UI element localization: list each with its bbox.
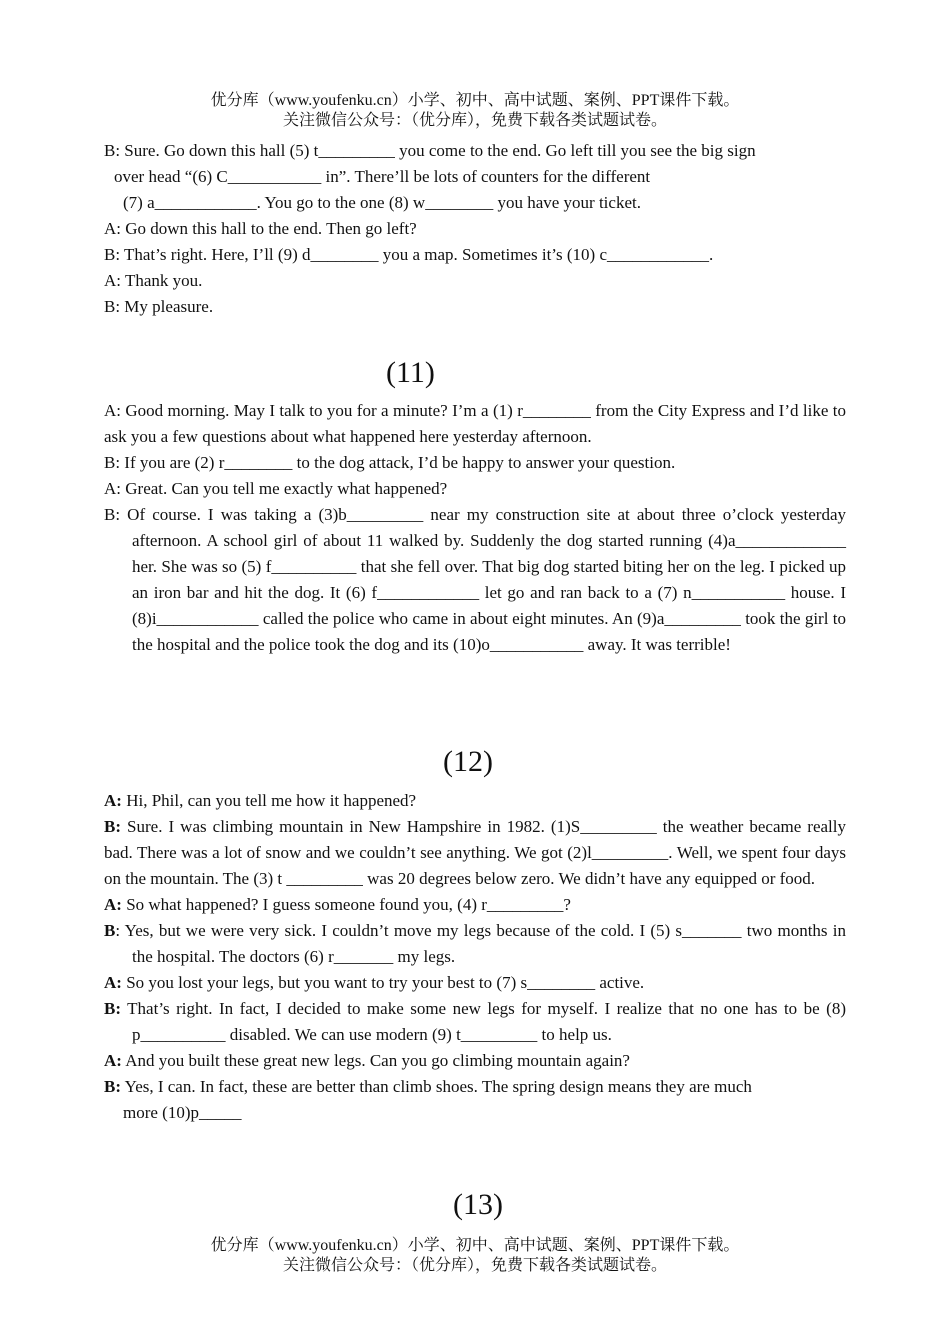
section-10-dialogue [104, 138, 846, 320]
dialogue-line [104, 892, 846, 918]
footer-line-1: 优分库（www.youfenku.cn）小学、初中、高中试题、案例、PPT课件下载。 [210, 1237, 740, 1254]
header-line-2: 关注微信公众号：（优分库），免费下载各类试题试卷。 [282, 112, 667, 129]
dialogue-line [104, 918, 846, 970]
section-12-dialogue [104, 788, 846, 1126]
speaker-label: B: [104, 817, 121, 836]
dialogue-line: (7) a____________. You go to the one (8) w________ you have your ticket. [123, 193, 641, 212]
page-header [0, 91, 950, 131]
dialogue-line [104, 970, 846, 996]
speaker-label: A: [104, 791, 122, 810]
dialogue-text: Yes, I can. In fact, these are better than climb shoes. The spring design means they are much [121, 1077, 752, 1096]
dialogue-line: B: If you are (2) r________ to the dog attack, I’d be happy to answer your question. [104, 453, 676, 472]
dialogue-line: B: That’s right. Here, I’ll (9) d________ you a map. Sometimes it’s (10) c____________. [104, 245, 714, 264]
dialogue-text: And you built these great new legs. Can you go climbing mountain again? [121, 1051, 630, 1070]
section-11-dialogue [104, 398, 846, 658]
dialogue-line [104, 1074, 846, 1100]
speaker-label: A: [104, 973, 122, 992]
footer-line-2: 关注微信公众号：（优分库），免费下载各类试题试卷。 [282, 1257, 667, 1274]
dialogue-line [104, 1048, 846, 1074]
dialogue-line [104, 996, 846, 1048]
dialogue-line: A: Good morning. May I talk to you for a minute? I’m a (1) r________ from the City Express and I’d like to ask you a few questions about what happened here yesterday afternoon. [104, 401, 846, 446]
dialogue-line: B: Of course. I was taking a (3)b_________ near my construction site at about three o’clock yesterday afternoon. A school girl of about 11 walked by. Suddenly the dog started running (4)a_____________ her. She was so (5) f__________ that she fell over. That big dog started biting her on the leg. I picked up an iron bar and hit the dog. It (6) f____________ let go and ran back to a (7) n___________ house. I (8)i____________ called the police who came in about eight minutes. An (9)a_________ took the girl to the hospital and the police took the dog and its (10)o___________ away. It was terrible! [104, 505, 846, 654]
section-13-title: (13) [453, 1188, 503, 1221]
dialogue-line: B: My pleasure. [104, 297, 214, 316]
dialogue-text: That’s right. In fact, I decided to make some new legs for myself. I realize that no one has to be (8) p__________ disabled. We can use modern (9) t_________ to help us. [121, 999, 846, 1044]
dialogue-line [104, 788, 846, 814]
header-line-1: 优分库（www.youfenku.cn）小学、初中、高中试题、案例、PPT课件下载。 [210, 92, 740, 109]
speaker-label: B: [104, 999, 121, 1018]
dialogue-text: Hi, Phil, can you tell me how it happened? [121, 791, 417, 810]
speaker-label: B: [104, 1077, 121, 1096]
section-12-title: (12) [443, 745, 493, 778]
dialogue-line: A: Thank you. [104, 271, 203, 290]
dialogue-text: : Yes, but we were very sick. I couldn’t move my legs because of the cold. I (5) s_______ two months in the hospital. The doctors (6) r_______ my legs. [115, 921, 846, 966]
section-11-title: (11) [386, 356, 435, 389]
dialogue-line: A: Great. Can you tell me exactly what happened? [104, 479, 448, 498]
dialogue-line: B: Sure. Go down this hall (5) t_________ you come to the end. Go left till you see the big sign [104, 141, 756, 160]
dialogue-line: over head “(6) C___________ in”. There’ll be lots of counters for the different [114, 167, 651, 186]
speaker-label: A: [104, 895, 122, 914]
dialogue-line: A: Go down this hall to the end. Then go left? [104, 219, 417, 238]
dialogue-text: Sure. I was climbing mountain in New Hampshire in 1982. (1)S_________ the weather became really bad. There was a lot of snow and we couldn’t see anything. We got (2)l_________. Well, we spent four days on the mountain. The (3) t _________ was 20 degrees below zero. We didn’t have any equipped or food. [104, 817, 846, 888]
speaker-label: B [104, 921, 116, 940]
dialogue-line: more (10)p_____ [123, 1103, 242, 1122]
dialogue-line [104, 814, 846, 892]
speaker-label: A: [104, 1051, 122, 1070]
dialogue-text: So you lost your legs, but you want to try your best to (7) s________ active. [121, 973, 645, 992]
page-footer [0, 1236, 950, 1276]
dialogue-text: So what happened? I guess someone found you, (4) r_________? [121, 895, 571, 914]
